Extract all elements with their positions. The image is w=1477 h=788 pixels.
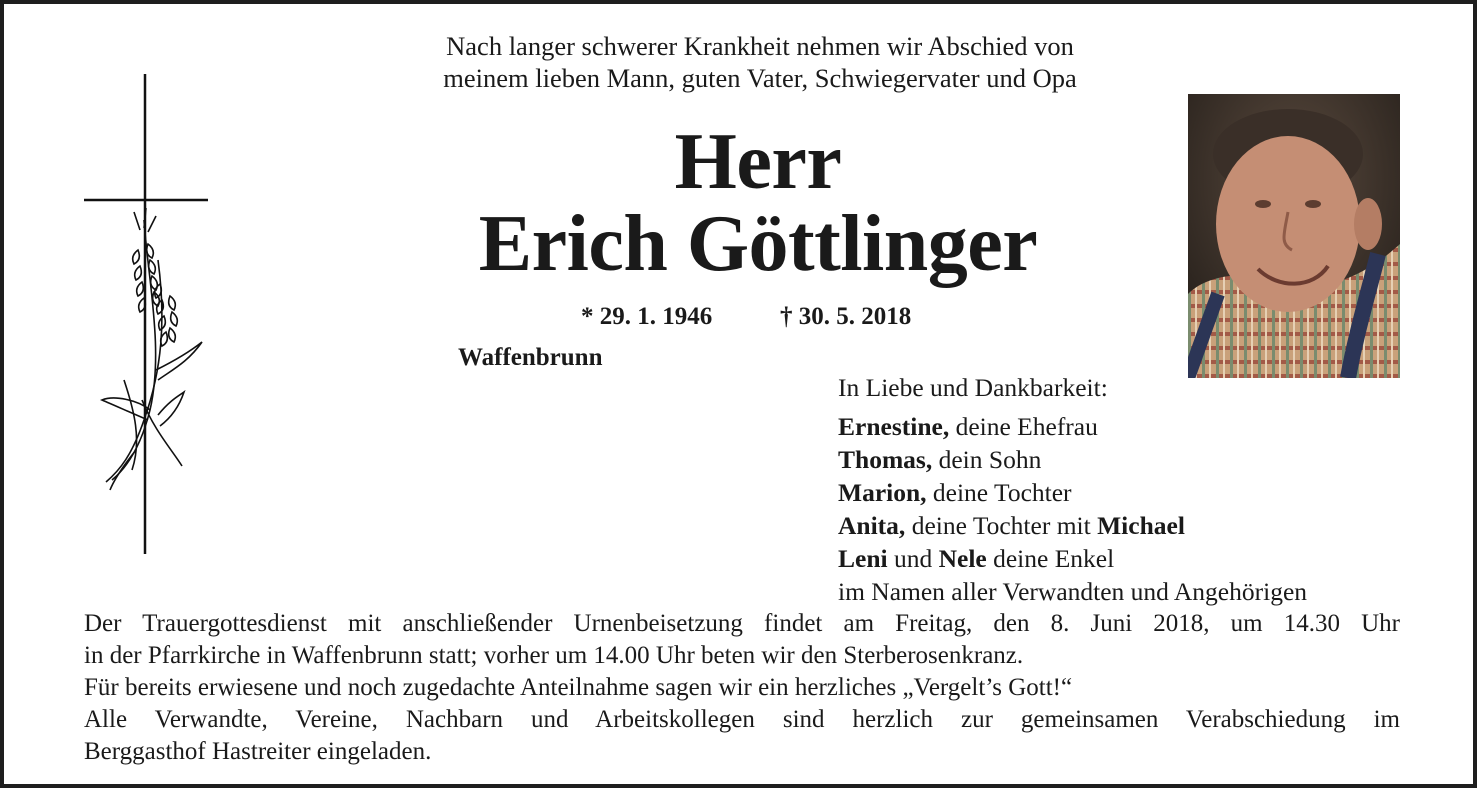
member-name: Thomas, bbox=[838, 445, 933, 474]
family-list bbox=[838, 371, 1307, 608]
service-line-5: Berggasthof Hastreiter eingeladen. bbox=[84, 738, 432, 765]
grandchild-2: Nele bbox=[938, 544, 987, 573]
place: Waffenbrunn bbox=[458, 344, 603, 371]
family-member bbox=[838, 410, 1307, 443]
grandchildren-and: und bbox=[887, 544, 939, 573]
intro-line-2: meinem lieben Mann, guten Vater, Schwiegervater und Opa bbox=[443, 63, 1077, 93]
member-relation: deine Ehefrau bbox=[949, 412, 1098, 441]
grandchild-1: Leni bbox=[838, 544, 888, 573]
member-relation: deine Tochter bbox=[926, 478, 1072, 507]
member-relation: dein Sohn bbox=[932, 445, 1042, 474]
deceased-name: Erich Göttlinger bbox=[478, 200, 1038, 288]
family-member bbox=[838, 476, 1307, 509]
service-line-4: Alle Verwandte, Vereine, Nachbarn und Arbeitskollegen sind herzlich zur gemeinsamen Verabschiedung im bbox=[84, 706, 1400, 733]
member-extra: Michael bbox=[1097, 511, 1185, 540]
death-date: † 30. 5. 2018 bbox=[780, 303, 912, 330]
service-line-3: Für bereits erwiesene und noch zugedachte Anteilnahme sagen wir ein herzliches „Vergelt’s Gott!“ bbox=[84, 674, 1073, 701]
service-text bbox=[84, 608, 1400, 768]
service-line-2: in der Pfarrkirche in Waffenbrunn statt; vorher um 14.00 Uhr beten wir den Sterberosenkranz. bbox=[84, 642, 1024, 669]
honorific: Herr bbox=[674, 118, 842, 206]
family-heading: In Liebe und Dankbarkeit: bbox=[838, 373, 1108, 402]
family-member bbox=[838, 443, 1307, 476]
member-relation: deine Tochter mit bbox=[905, 511, 1098, 540]
service-line-1: Der Trauergottesdienst mit anschließender Urnenbeisetzung findet am Freitag, den 8. Juni 2018, um 14.30 Uhr bbox=[84, 610, 1400, 637]
grandchildren bbox=[838, 542, 1307, 575]
grandchildren-relation: deine Enkel bbox=[986, 544, 1115, 573]
family-closing: im Namen aller Verwandten und Angehörigen bbox=[838, 577, 1308, 606]
member-name: Ernestine, bbox=[838, 412, 950, 441]
intro-text bbox=[4, 30, 1477, 94]
portrait-photo bbox=[1188, 94, 1400, 378]
member-name: Anita, bbox=[838, 511, 906, 540]
member-name: Marion, bbox=[838, 478, 927, 507]
intro-line-1: Nach langer schwerer Krankheit nehmen wir Abschied von bbox=[446, 31, 1074, 61]
family-member bbox=[838, 509, 1307, 542]
birth-date: * 29. 1. 1946 bbox=[581, 303, 713, 330]
